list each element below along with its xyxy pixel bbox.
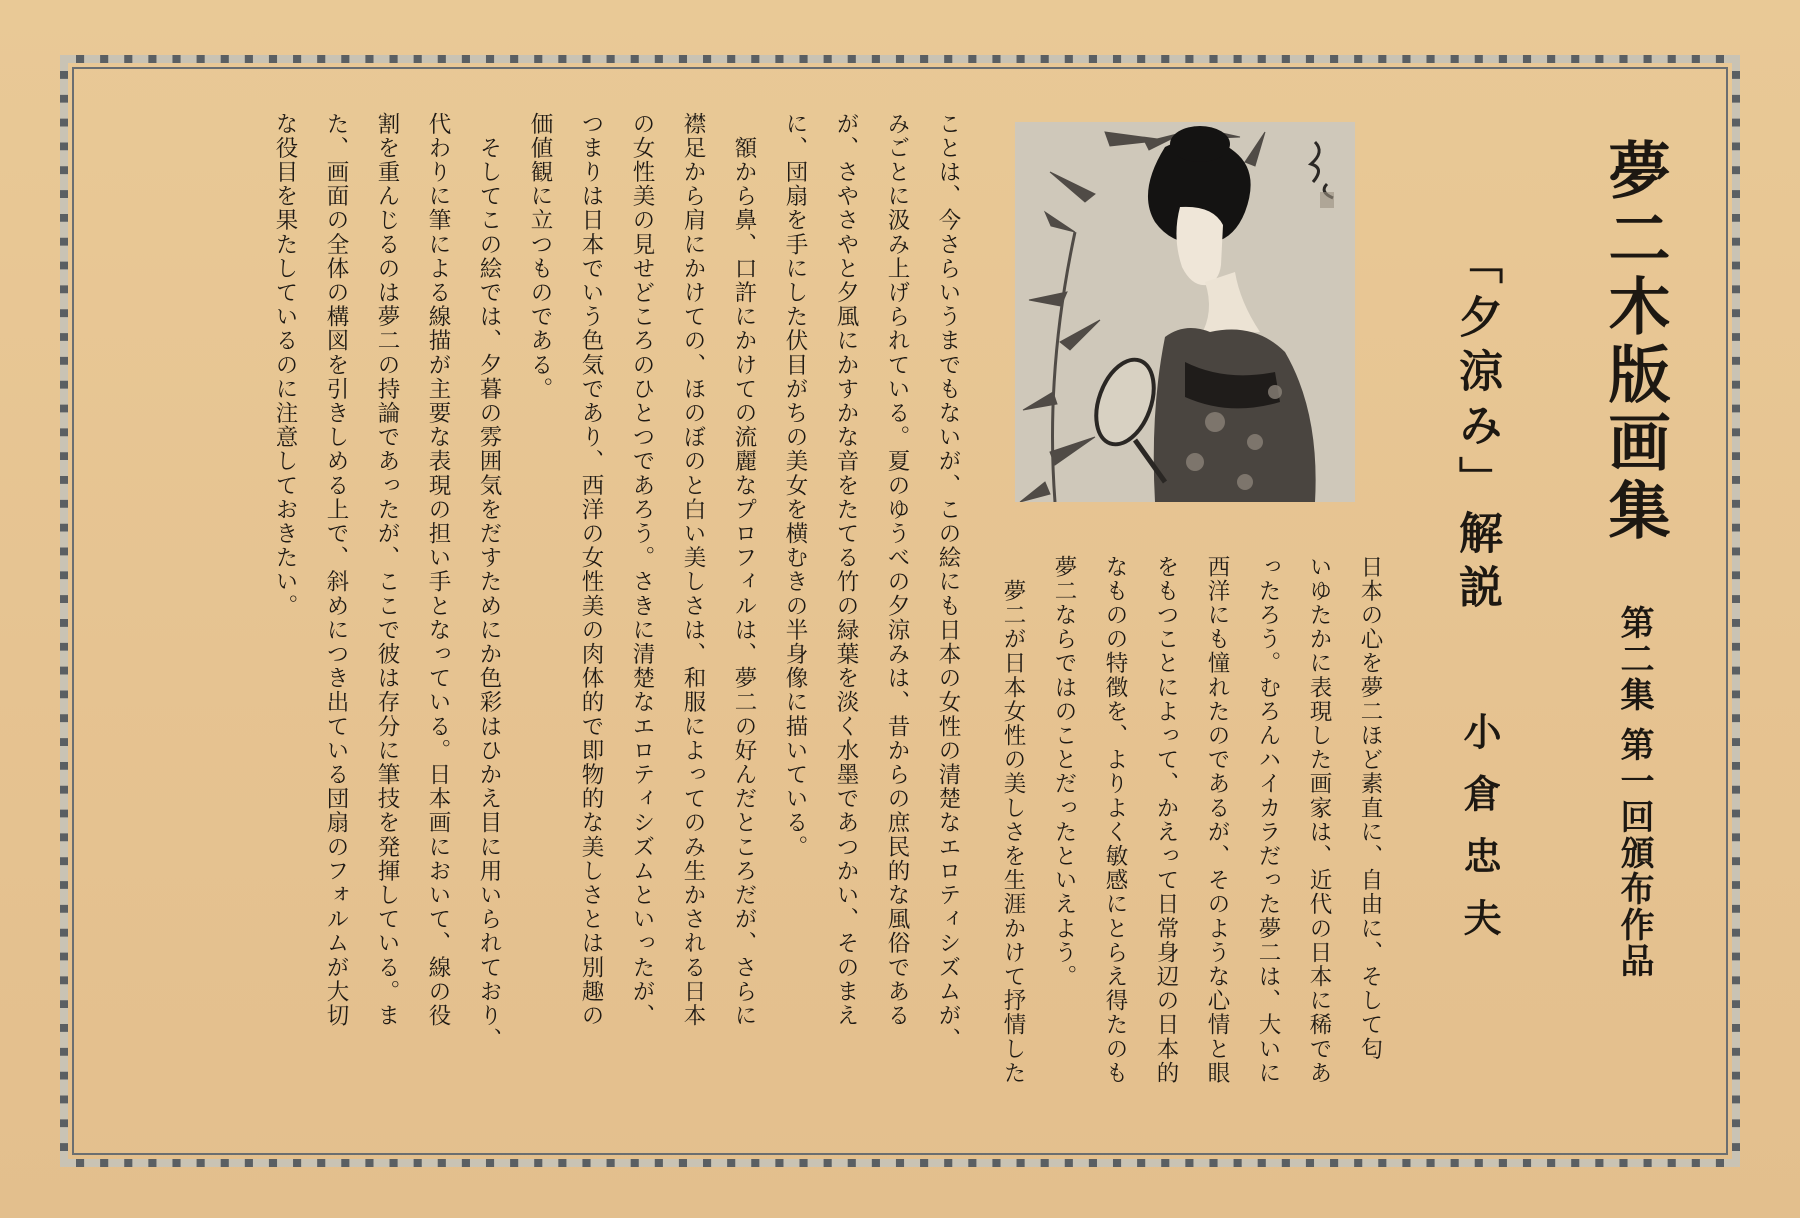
text-line: が、さやさやと夕風にかすかな音をたてる竹の緑葉を淡く水墨であつかい、そのまえ [833,112,859,1028]
text-line: 額から鼻、口許にかけての流麗なプロフィルは、夢二の好んだところだが、さらに [731,112,757,1028]
main-paragraphs [259,112,973,1122]
text-line: 価値観に立つものである。 [527,112,553,402]
text-line: 代わりに筆による線描が主要な表現の担い手となっている。日本画において、線の役 [425,112,451,1028]
text-line: ことは、今さらいうまでもないが、この絵にも日本の女性の清楚なエロティシズムが、 [935,112,961,1052]
text-line: みごとに汲み上げられている。夏のゆうべの夕涼みは、昔からの庶民的な風俗である [884,112,910,1028]
text-line: なものの特徴を、よりよく敏感にとらえ得たのも [1102,555,1128,1086]
text-line: 襟足から肩にかけての、ほのぼのと白い美しさは、和服によってのみ生かされる日本 [680,112,706,1028]
text-line: 割を重んじるのは夢二の持論であったが、ここで彼は存分に筆技を発揮している。ま [374,112,400,1028]
text-line: に、団扇を手にした伏目がちの美女を横むきの半身像に描いている。 [782,112,808,860]
text-line: た、画面の全体の構図を引きしめる上で、斜めにつき出ている団扇のフォルムが大切 [323,112,349,1028]
main-title: 夢二木版画集 [1598,138,1671,546]
text-line: いゆたかに表現した画家は、近代の日本に稀であ [1306,555,1332,1086]
text-line: をもつことによって、かえって日常身辺の日本的 [1153,555,1179,1086]
text-line: 夢二が日本女性の美しさを生涯かけて抒情した [1000,555,1026,1086]
subtitle: 「夕涼み」解説 [1451,240,1502,618]
text-line: 西洋にも憧れたのであるが、そのような心情と眼 [1204,555,1230,1086]
illustration-svg [1015,122,1355,502]
illustration-woman-with-fan [1015,122,1355,502]
text-line: 夢二ならではのことだったといえよう。 [1051,555,1077,989]
text-line: の女性美の見せどころのひとつであろう。さきに清楚なエロティシズムといったが、 [629,112,655,1028]
text-line: ったろう。むろんハイカラだった夢二は、大いに [1255,555,1281,1086]
text-line: つまりは日本でいう色気であり、西洋の女性美の肉体的で即物的な美しさとは別趣の [578,112,604,1028]
intro-paragraph [987,555,1395,1115]
collection-label: 第二集 第一回頒布作品 [1614,605,1654,979]
text-line: そしてこの絵では、夕暮の雰囲気をだすためにか色彩はひかえ目に用いられており、 [476,112,502,1052]
author-name: 小倉忠夫 [1457,712,1501,960]
text-line: な役目を果たしているのに注意しておきたい。 [272,112,298,619]
text-line: 日本の心を夢二ほど素直に、自由に、そして匂 [1357,555,1383,1062]
